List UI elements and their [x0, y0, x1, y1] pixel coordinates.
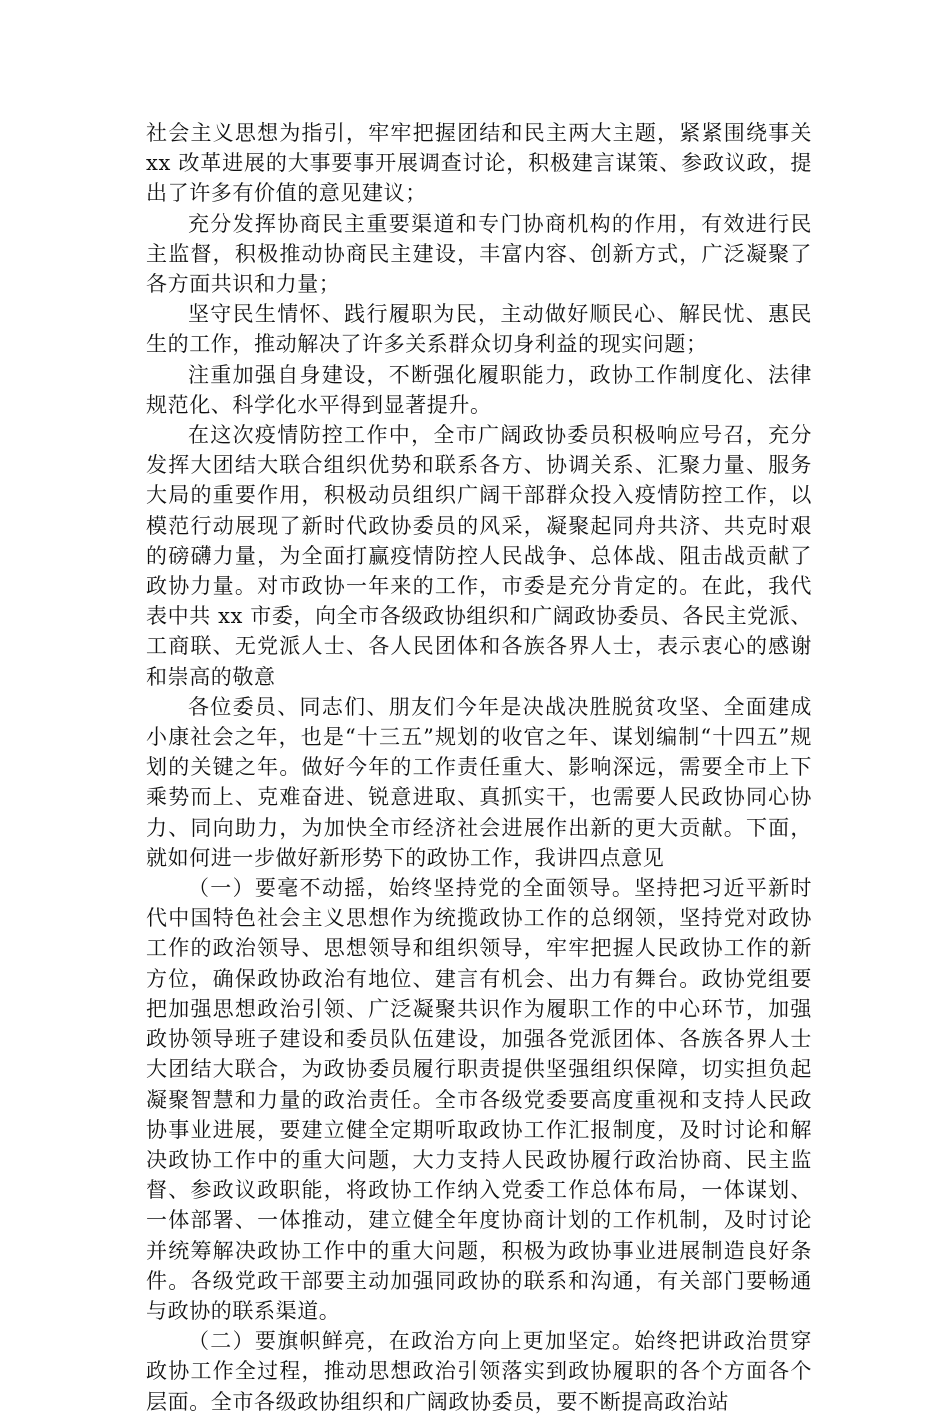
paragraph-1: 社会主义思想为指引，牢牢把握团结和民主两大主题，紧紧围绕事关 xx 改革进展的大事要事开展调查讨论，积极建言谋策、参政议政，提出了许多有价值的意见建议；	[146, 121, 812, 206]
paragraph-3: 坚守民生情怀、践行履职为民，主动做好顺民心、解民忧、惠民生的工作，推动解决了许多关系群众切身利益的现实问题；	[146, 302, 812, 357]
paragraph-4: 注重加强自身建设，不断强化履职能力，政协工作制度化、法律规范化、科学化水平得到显著提升。	[146, 362, 812, 417]
paragraph-7: （一）要毫不动摇，始终坚持党的全面领导。坚持把习近平新时代中国特色社会主义思想作为统揽政协工作的总纲领，坚持党对政协工作的政治领导、思想领导和组织领导，牢牢把握人民政协工作的新方位，确保政协政治有地位、建言有机会、出力有舞台。政协党组要把加强思想政治引领、广泛凝聚共识作为履职工作的中心环节，加强政协领导班子建设和委员队伍建设，加强各党派团体、各族各界人士大团结大联合，为政协委员履行职责提供坚强组织保障，切实担负起凝聚智慧和力量的政治责任。全市各级党委要高度重视和支持人民政协事业进展，要建立健全定期听取政协工作汇报制度，及时讨论和解决政协工作中的重大问题，大力支持人民政协履行政治协商、民主监督、参政议政职能，将政协工作纳入党委工作总体布局，一体谋划、一体部署、一体推动，建立健全年度协商计划的工作机制，及时讨论并统筹解决政协工作中的重大问题，积极为政协事业进展制造良好条件。各级党政干部要主动加强同政协的联系和沟通，有关部门要畅通与政协的联系渠道。	[146, 876, 812, 1323]
paragraph-2: 充分发挥协商民主重要渠道和专门协商机构的作用，有效进行民主监督，积极推动协商民主建设，丰富内容、创新方式，广泛凝聚了各方面共识和力量；	[146, 211, 812, 297]
paragraph-6: 各位委员、同志们、朋友们今年是决战决胜脱贫攻坚、全面建成小康社会之年，也是“十三五”规划的收官之年、谋划编制“十四五”规划的关键之年。做好今年的工作责任重大、影响深远，需要全市上下乘势而上、克难奋进、锐意进取、真抓实干，也需要人民政协同心协力、同向助力，为加快全市经济社会进展作出新的更大贡献。下面，就如何进一步做好新形势下的政协工作，我讲四点意见	[146, 694, 812, 870]
paragraph-5: 在这次疫情防控工作中，全市广阔政协委员积极响应号召，充分发挥大团结大联合组织优势和联系各方、协调关系、汇聚力量、服务大局的重要作用，积极动员组织广阔干部群众投入疫情防控工作，以模范行动展现了新时代政协委员的风采，凝聚起同舟共济、共克时艰的磅礴力量，为全面打赢疫情防控人民战争、总体战、阻击战贡献了政协力量。对市政协一年来的工作，市委是充分肯定的。在此，我代表中共 xx 市委，向全市各级政协组织和广阔政协委员、各民主党派、工商联、无党派人士、各人民团体和各族各界人士，表示衷心的感谢和崇高的敬意	[146, 423, 812, 689]
paragraph-8: （二）要旗帜鲜亮，在政治方向上更加坚定。始终把讲政治贯穿政协工作全过程，推动思想政治引领落实到政协履职的各个方面各个层面。全市各级政协组织和广阔政协委员，要不断提高政治站	[146, 1329, 812, 1414]
document-body	[146, 118, 812, 1417]
